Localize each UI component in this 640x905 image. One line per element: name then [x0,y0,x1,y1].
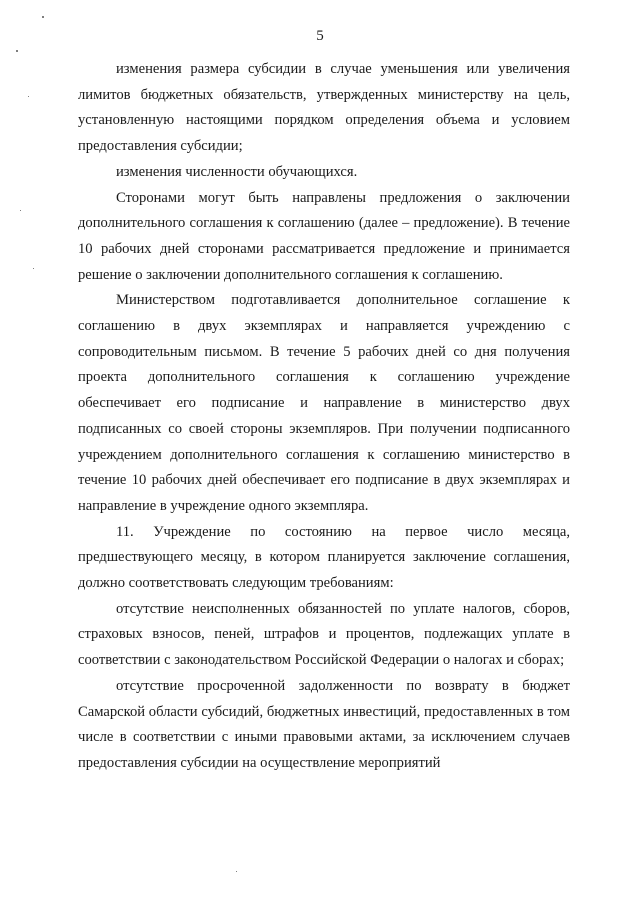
scan-speck [20,210,21,211]
paragraph-proposal: Сторонами могут быть направлены предложения о заключении дополнительного соглашения к соглашению (далее – предложение). В течение 10 рабочих дней сторонами рассматривается предложение и принимается решение о заключении дополнительного соглашения к соглашению. [78,189,570,283]
scan-speck [42,16,44,18]
scan-speck [16,50,18,52]
scan-speck [28,96,29,97]
paragraph-ministry-preparation: Министерством подготавливается дополнительное соглашение к соглашению в двух экземплярах и направляется учреждению с сопроводительным письмом. В течение 5 рабочих дней со дня получения проекта дополнительного соглашения к соглашению учреждение обеспечивает его подписание и направление в министерство двух подписанных со своей стороны экземпляров. При получении подписанного учреждением дополнительного соглашения к соглашению министерство в течение 10 рабочих дней обеспечивает его подписание в двух экземплярах и направление в учреждение одного экземпляра. [78,292,570,514]
page-number: 5 [316,28,324,44]
document-body [78,57,570,777]
paragraph-no-overdue-debt: отсутствие просроченной задолженности по возврату в бюджет Самарской области субсидий, бюджетных инвестиций, предоставленных в том числе в соответствии с иными правовыми актами, за исключением случаев предоставления субсидии на осуществление мероприятий [78,677,570,771]
paragraph-no-tax-debt: отсутствие неисполненных обязанностей по уплате налогов, сборов, страховых взносов, пеней, штрафов и процентов, подлежащих уплате в соответствии с законодательством Российской Федерации о налогах и сборах; [78,600,570,669]
paragraph-subsidy-change: изменения размера субсидии в случае уменьшения или увеличения лимитов бюджетных обязательств, утвержденных министерству на цель, установленную настоящими порядком определения объема и условием предоставления субсидии; [78,61,570,155]
scan-speck [33,268,34,269]
paragraph-item-11: 11. Учреждение по состоянию на первое число месяца, предшествующего месяцу, в котором планируется заключение соглашения, должно соответствовать следующим требованиям: [78,523,570,592]
paragraph-student-count-change: изменения численности обучающихся. [116,163,358,180]
scan-speck [236,871,237,872]
